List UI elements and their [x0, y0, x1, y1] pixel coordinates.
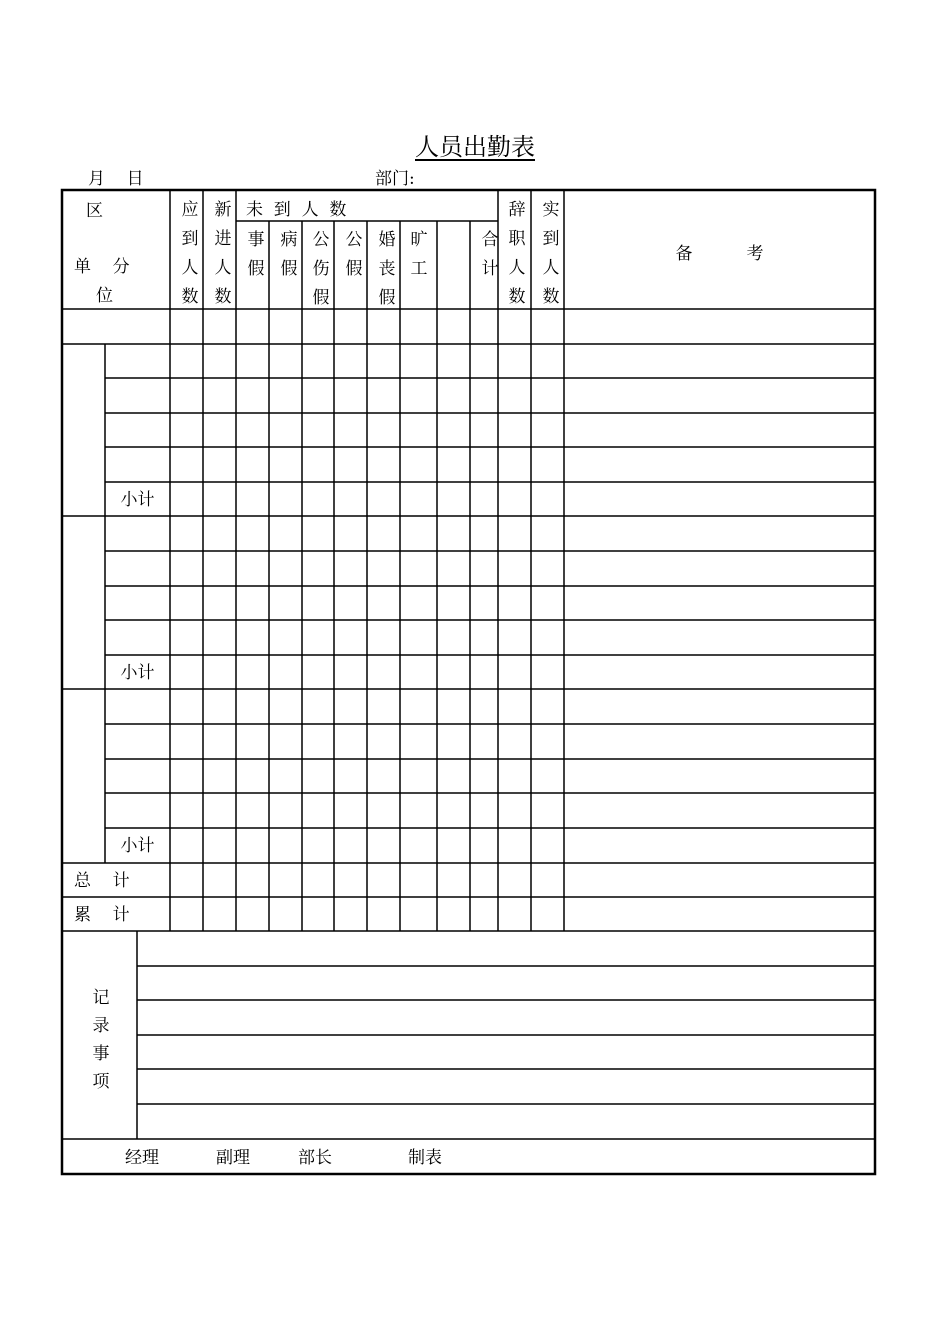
official-leave-header: 公 假 [345, 230, 363, 279]
unit-header-top: 区 [86, 201, 103, 221]
resigned-header: 辞 职 人 数 [508, 200, 526, 307]
truancy-header: 旷 工 [410, 230, 428, 279]
total-absent-header: 合 计 [481, 230, 499, 279]
subtotal-label: 小计 [120, 663, 155, 683]
sick-leave-header: 病 假 [280, 230, 298, 279]
actual-count-header: 实 到 人 数 [542, 200, 560, 307]
manager-signature-label: 经理 [125, 1148, 159, 1168]
unit-header-bottom: 位 [96, 286, 113, 306]
remarks-header: 备 考 [675, 244, 764, 264]
expected-count-header: 应 到 人 数 [181, 200, 199, 307]
injury-leave-header: 公 伤 假 [312, 230, 330, 308]
form-title: 人员出勤表 [415, 133, 535, 161]
unit-header-middle: 单 分 [74, 257, 130, 277]
absent-group-header: 未 到 人 数 [246, 200, 347, 220]
cumulative-label: 累 计 [74, 905, 130, 925]
date-label: 月 日 [88, 169, 144, 189]
dept-head-signature-label: 部长 [298, 1148, 332, 1168]
subtotal-label: 小计 [120, 836, 155, 856]
department-label: 部门: [375, 169, 415, 189]
new-hire-header: 新 进 人 数 [214, 200, 232, 307]
grand-total-label: 总 计 [74, 871, 130, 891]
subtotal-label: 小计 [120, 490, 155, 510]
marriage-funeral-leave-header: 婚 丧 假 [378, 230, 396, 308]
notes-label: 记 录 事 项 [92, 988, 110, 1092]
table-border [62, 190, 875, 1174]
deputy-signature-label: 副理 [216, 1148, 250, 1168]
preparer-signature-label: 制表 [408, 1148, 442, 1168]
personal-leave-header: 事 假 [247, 230, 265, 279]
